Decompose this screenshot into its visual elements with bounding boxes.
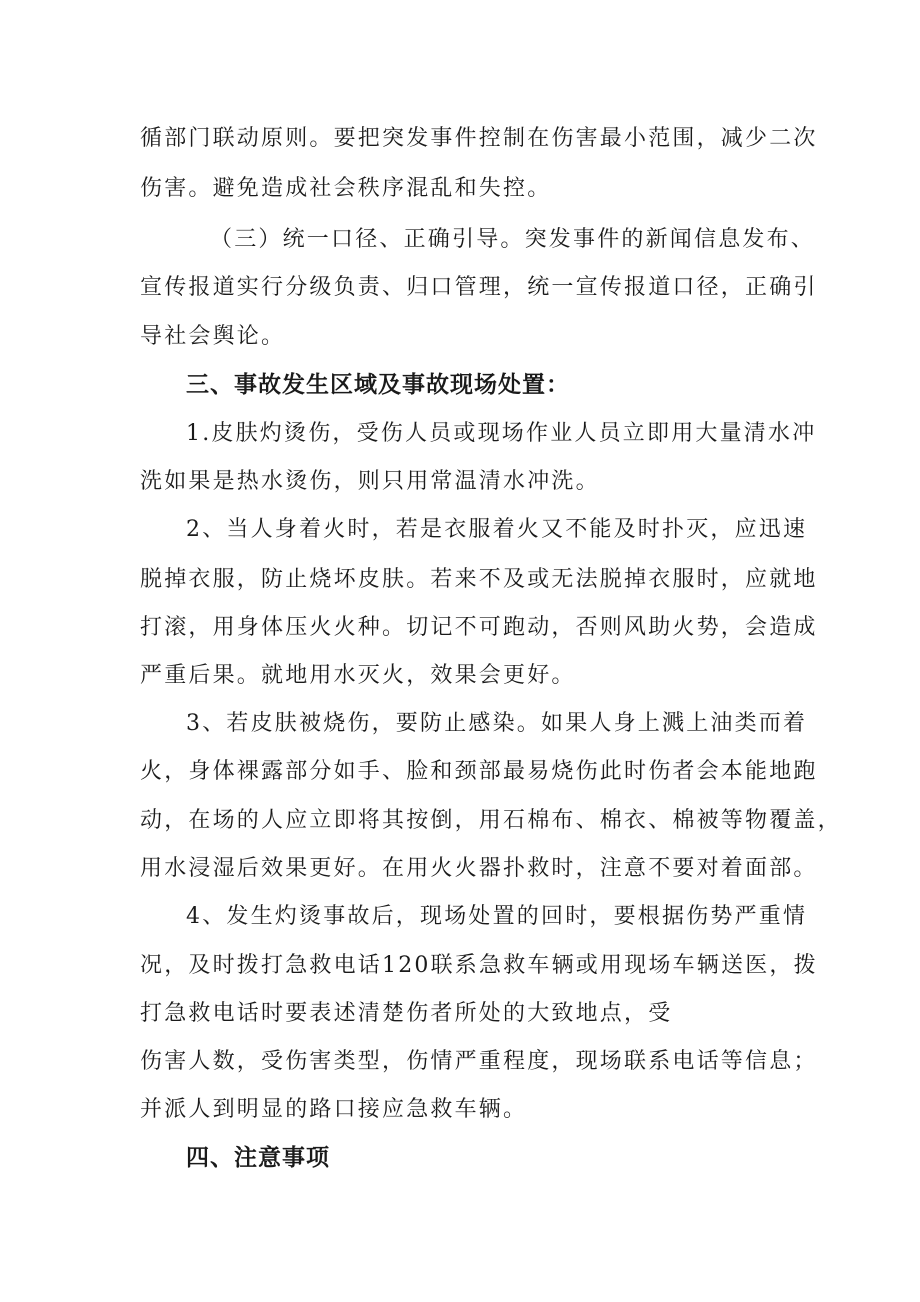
paragraph-line: 脱掉衣服，防止烧坏皮肤。若来不及或无法脱掉衣服时，应就地 (140, 567, 818, 592)
section-heading-4: 四、注意事项 (186, 1145, 330, 1171)
paragraph-line: 火，身体裸露部分如手、脸和颈部最易烧伤此时伤者会本能地跑 (140, 759, 818, 784)
paragraph-line: 4、发生灼烫事故后，现场处置的回时，要根据伤势严重情 (186, 904, 808, 929)
paragraph-line: 况，及时拨打急救电话120联系急救车辆或用现场车辆送医，拨 (140, 953, 818, 978)
paragraph-line: （三）统一口径、正确引导。突发事件的新闻信息发布、 (210, 227, 816, 252)
paragraph-line: 用水浸湿后效果更好。在用火火器扑救时，注意不要对着面部。 (140, 856, 818, 881)
paragraph-line: 伤害。避免造成社会秩序混乱和失控。 (140, 176, 552, 201)
paragraph-line: 3、若皮肤被烧伤，要防止感染。如果人身上溅上油类而着 (186, 711, 808, 736)
paragraph-line: 2、当人身着火时，若是衣服着火又不能及时扑灭，应迅速 (186, 517, 808, 542)
paragraph-line: 宣传报道实行分级负责、归口管理，统一宣传报道口径，正确引 (140, 275, 818, 300)
paragraph-line: 循部门联动原则。要把突发事件控制在伤害最小范围，减少二次 (140, 126, 818, 151)
section-heading-3: 三、事故发生区域及事故现场处置： (186, 372, 570, 398)
paragraph-line: 打滚，用身体压火火种。切记不可跑动，否则风助火势，会造成 (140, 615, 818, 640)
paragraph-line: 动，在场的人应立即将其按倒，用石棉布、棉衣、棉被等物覆盖， (140, 808, 842, 833)
paragraph-line: 严重后果。就地用水灭火，效果会更好。 (140, 663, 576, 688)
paragraph-line: 伤害人数，受伤害类型，伤情严重程度，现场联系电话等信息； (140, 1049, 818, 1074)
paragraph-line: 导社会舆论。 (140, 324, 286, 349)
paragraph-line: 并派人到明显的路口接应急救车辆。 (140, 1097, 528, 1122)
paragraph-line: 洗如果是热水烫伤，则只用常温清水冲洗。 (140, 469, 600, 494)
paragraph-line: 1.皮肤灼烫伤，受伤人员或现场作业人员立即用大量清水冲 (186, 421, 817, 446)
paragraph-line: 打急救电话时要表述清楚伤者所处的大致地点，受 (140, 1001, 673, 1026)
